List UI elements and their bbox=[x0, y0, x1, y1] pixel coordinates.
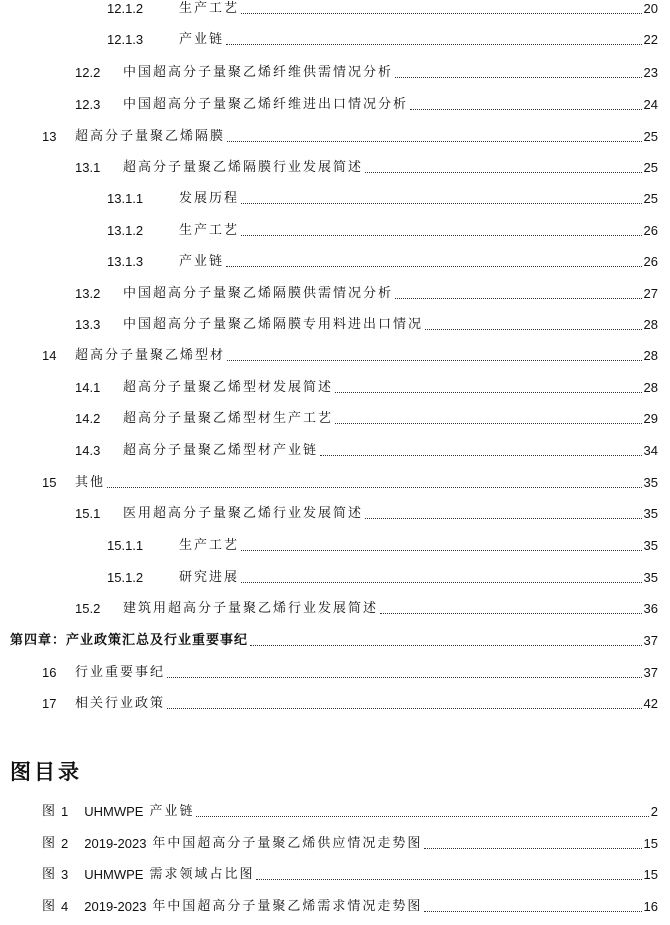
figure-page: 15 bbox=[643, 836, 658, 851]
toc-page: 22 bbox=[643, 32, 658, 47]
toc-page: 37 bbox=[643, 665, 658, 680]
dot-leader bbox=[365, 517, 642, 519]
toc-entry-15-2[interactable] bbox=[75, 598, 658, 620]
toc-title: 相关行业政策 bbox=[75, 696, 166, 711]
figure-prefix: 图 bbox=[42, 804, 56, 819]
figure-title: 年中国超高分子量聚乙烯需求情况走势图 bbox=[152, 899, 423, 914]
toc-number: 13.2 bbox=[75, 286, 101, 301]
toc-entry-14-2[interactable] bbox=[75, 408, 658, 430]
dot-leader bbox=[424, 847, 641, 849]
dot-leader bbox=[241, 202, 642, 204]
toc-title: 产业链 bbox=[179, 32, 225, 47]
toc-title: 产业链 bbox=[179, 254, 225, 269]
figure-code: 2019-2023 bbox=[84, 899, 147, 914]
figure-entry-3[interactable] bbox=[42, 864, 658, 886]
figure-number: 3 bbox=[61, 867, 69, 882]
toc-page: 23 bbox=[643, 65, 658, 80]
dot-leader bbox=[395, 297, 642, 299]
toc-entry-16[interactable] bbox=[42, 662, 658, 684]
toc-page: 35 bbox=[643, 570, 658, 585]
toc-page: 20 bbox=[643, 1, 658, 16]
toc-entry-12-3[interactable] bbox=[75, 94, 658, 116]
dot-leader bbox=[256, 878, 641, 880]
toc-number: 12.2 bbox=[75, 65, 101, 80]
toc-title: 研究进展 bbox=[179, 570, 240, 585]
figures-heading: 图目录 bbox=[10, 759, 82, 784]
toc-entry-15-1[interactable] bbox=[75, 503, 658, 525]
figure-number: 4 bbox=[61, 899, 69, 914]
toc-number: 16 bbox=[42, 665, 57, 680]
toc-entry-13-3[interactable] bbox=[75, 314, 658, 336]
toc-number: 14.3 bbox=[75, 443, 101, 458]
toc-entry-17[interactable] bbox=[42, 693, 658, 715]
dot-leader bbox=[107, 486, 642, 488]
toc-entry-13[interactable] bbox=[42, 126, 658, 148]
toc-number: 12.3 bbox=[75, 97, 101, 112]
toc-title: 生产工艺 bbox=[179, 538, 240, 553]
figure-number: 2 bbox=[61, 836, 69, 851]
figure-page: 16 bbox=[643, 899, 658, 914]
toc-entry-13-1-1[interactable] bbox=[107, 188, 658, 210]
toc-number: 13.1.3 bbox=[107, 254, 144, 269]
toc-page: 27 bbox=[643, 286, 658, 301]
dot-leader bbox=[241, 549, 642, 551]
toc-entry-14-1[interactable] bbox=[75, 377, 658, 399]
dot-leader bbox=[380, 612, 642, 614]
toc-number: 17 bbox=[42, 696, 57, 711]
dot-leader bbox=[335, 422, 642, 424]
toc-number: 15.2 bbox=[75, 601, 101, 616]
toc-title: 超高分子量聚乙烯隔膜行业发展简述 bbox=[123, 160, 364, 175]
toc-title: 超高分子量聚乙烯型材产业链 bbox=[123, 443, 319, 458]
toc-number: 13.1.1 bbox=[107, 191, 144, 206]
toc-entry-chapter-4[interactable] bbox=[10, 630, 658, 652]
figure-page: 15 bbox=[643, 867, 658, 882]
toc-page: 28 bbox=[643, 380, 658, 395]
dot-leader bbox=[410, 108, 642, 110]
figure-prefix: 图 bbox=[42, 867, 56, 882]
toc-number: 15 bbox=[42, 475, 57, 490]
toc-number: 13 bbox=[42, 129, 57, 144]
toc-page: 25 bbox=[643, 160, 658, 175]
dot-leader bbox=[227, 140, 642, 142]
toc-title: 超高分子量聚乙烯型材生产工艺 bbox=[123, 411, 334, 426]
toc-title: 其他 bbox=[75, 475, 106, 490]
toc-title: 超高分子量聚乙烯型材发展简述 bbox=[123, 380, 334, 395]
dot-leader bbox=[196, 815, 648, 817]
toc-number: 14.2 bbox=[75, 411, 101, 426]
toc-page: 24 bbox=[643, 97, 658, 112]
toc-title: 超高分子量聚乙烯隔膜 bbox=[75, 129, 226, 144]
toc-entry-13-1-2[interactable] bbox=[107, 220, 658, 242]
dot-leader bbox=[320, 454, 642, 456]
toc-title: 中国超高分子量聚乙烯隔膜供需情况分析 bbox=[123, 286, 394, 301]
dot-leader bbox=[167, 676, 642, 678]
figure-code: UHMWPE bbox=[84, 804, 144, 819]
toc-title: 中国超高分子量聚乙烯隔膜专用料进出口情况 bbox=[123, 317, 424, 332]
toc-page: 35 bbox=[643, 506, 658, 521]
dot-leader bbox=[424, 910, 641, 912]
toc-number: 14.1 bbox=[75, 380, 101, 395]
figure-prefix: 图 bbox=[42, 899, 56, 914]
toc-page: 36 bbox=[643, 601, 658, 616]
toc-page: 26 bbox=[643, 223, 658, 238]
toc-entry-15-1-1[interactable] bbox=[107, 535, 658, 557]
toc-title: 生产工艺 bbox=[179, 1, 240, 16]
toc-number: 15.1.1 bbox=[107, 538, 144, 553]
toc-title: 中国超高分子量聚乙烯纤维供需情况分析 bbox=[123, 65, 394, 80]
figure-entry-4[interactable] bbox=[42, 896, 658, 918]
dot-leader bbox=[226, 265, 642, 267]
toc-title: 中国超高分子量聚乙烯纤维进出口情况分析 bbox=[123, 97, 409, 112]
toc-number: 12.1.3 bbox=[107, 32, 144, 47]
dot-leader bbox=[226, 43, 642, 45]
toc-entry-12-1-3[interactable] bbox=[107, 29, 658, 51]
toc-number: 15.1.2 bbox=[107, 570, 144, 585]
toc-number: 13.1.2 bbox=[107, 223, 144, 238]
figure-number: 1 bbox=[61, 804, 69, 819]
toc-page: 42 bbox=[643, 696, 658, 711]
toc-number: 15.1 bbox=[75, 506, 101, 521]
toc-number: 14 bbox=[42, 348, 57, 363]
dot-leader bbox=[250, 644, 642, 646]
dot-leader bbox=[425, 328, 642, 330]
toc-title: 行业重要事纪 bbox=[75, 665, 166, 680]
toc-number: 13.3 bbox=[75, 317, 101, 332]
figure-title: 需求领域占比图 bbox=[149, 867, 255, 882]
toc-page: 25 bbox=[643, 191, 658, 206]
toc-title: 医用超高分子量聚乙烯行业发展简述 bbox=[123, 506, 364, 521]
figure-page: 2 bbox=[650, 804, 658, 819]
toc-page: 37 bbox=[643, 633, 658, 648]
dot-leader bbox=[365, 171, 642, 173]
dot-leader bbox=[241, 581, 642, 583]
toc-entry-12-1-2[interactable] bbox=[107, 0, 658, 20]
figure-code: 2019-2023 bbox=[84, 836, 147, 851]
toc-page: 26 bbox=[643, 254, 658, 269]
toc-entry-13-1[interactable] bbox=[75, 157, 658, 179]
dot-leader bbox=[167, 707, 642, 709]
toc-page: 29 bbox=[643, 411, 658, 426]
dot-leader bbox=[241, 12, 642, 14]
dot-leader bbox=[335, 391, 642, 393]
toc-entry-15[interactable] bbox=[42, 472, 658, 494]
dot-leader bbox=[227, 359, 642, 361]
figure-entry-1[interactable] bbox=[42, 801, 658, 823]
toc-page: 35 bbox=[643, 475, 658, 490]
toc-title: 发展历程 bbox=[179, 191, 240, 206]
toc-title: 建筑用超高分子量聚乙烯行业发展简述 bbox=[123, 601, 379, 616]
dot-leader bbox=[395, 76, 642, 78]
toc-entry-12-2[interactable] bbox=[75, 62, 658, 84]
toc-page: 28 bbox=[643, 317, 658, 332]
toc-entry-13-1-3[interactable] bbox=[107, 251, 658, 273]
figure-entry-2[interactable] bbox=[42, 833, 658, 855]
toc-title: 超高分子量聚乙烯型材 bbox=[75, 348, 226, 363]
figure-code: UHMWPE bbox=[84, 867, 144, 882]
dot-leader bbox=[241, 234, 642, 236]
toc-number: 12.1.2 bbox=[107, 1, 144, 16]
toc-entry-14[interactable] bbox=[42, 345, 658, 367]
toc-page: 25 bbox=[643, 129, 658, 144]
figure-title: 年中国超高分子量聚乙烯供应情况走势图 bbox=[152, 836, 423, 851]
toc-entry-15-1-2[interactable] bbox=[107, 567, 658, 589]
toc-page: 28 bbox=[643, 348, 658, 363]
figure-prefix: 图 bbox=[42, 836, 56, 851]
toc-page: 35 bbox=[643, 538, 658, 553]
figure-title: 产业链 bbox=[149, 804, 195, 819]
toc-entry-13-2[interactable] bbox=[75, 283, 658, 305]
toc-page: 34 bbox=[643, 443, 658, 458]
toc-entry-14-3[interactable] bbox=[75, 440, 658, 462]
toc-title: 第四章：产业政策汇总及行业重要事纪 bbox=[10, 633, 249, 648]
toc-number: 13.1 bbox=[75, 160, 101, 175]
toc-title: 生产工艺 bbox=[179, 223, 240, 238]
